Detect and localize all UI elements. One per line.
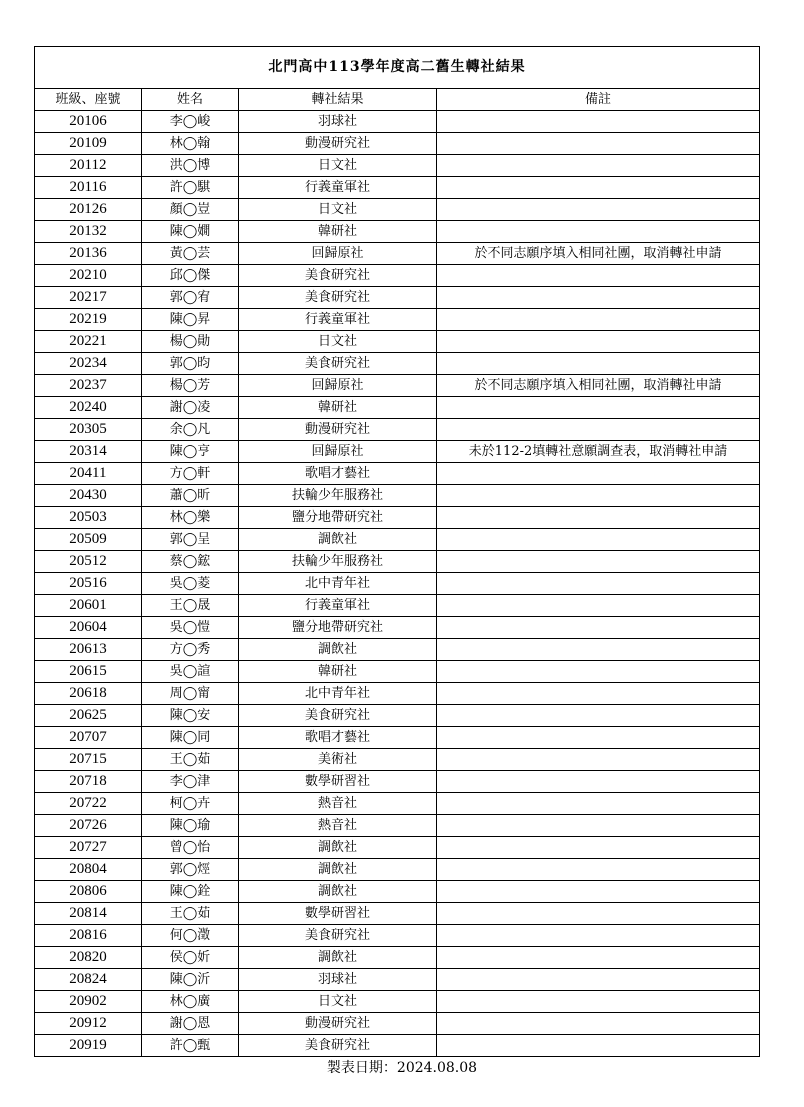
student-name-cell: 蔡◯鋐	[142, 551, 239, 573]
note-cell	[437, 793, 760, 815]
club-result-cell: 日文社	[239, 331, 437, 353]
note-cell	[437, 595, 760, 617]
student-name-cell: 謝◯凌	[142, 397, 239, 419]
note-cell	[437, 1035, 760, 1057]
class-seat-cell: 20136	[35, 243, 142, 265]
student-name-cell: 郭◯昀	[142, 353, 239, 375]
class-seat-cell: 20106	[35, 111, 142, 133]
student-name-cell: 王◯茹	[142, 749, 239, 771]
student-name-cell: 郭◯呈	[142, 529, 239, 551]
class-seat-cell: 20604	[35, 617, 142, 639]
club-result-cell: 熱音社	[239, 815, 437, 837]
club-result-cell: 行義童軍社	[239, 309, 437, 331]
table-row	[35, 573, 760, 595]
class-seat-cell: 20219	[35, 309, 142, 331]
transfer-result-table	[34, 46, 760, 1057]
class-seat-cell: 20217	[35, 287, 142, 309]
note-cell: 未於112-2填轉社意願調查表，取消轉社申請	[437, 441, 760, 463]
student-name-cell: 柯◯卉	[142, 793, 239, 815]
club-result-cell: 北中青年社	[239, 683, 437, 705]
table-row	[35, 1035, 760, 1057]
note-cell	[437, 903, 760, 925]
student-name-cell: 林◯廣	[142, 991, 239, 1013]
note-cell	[437, 111, 760, 133]
table-row	[35, 947, 760, 969]
student-name-cell: 吳◯菱	[142, 573, 239, 595]
class-seat-cell: 20615	[35, 661, 142, 683]
note-cell	[437, 771, 760, 793]
table-body	[35, 111, 760, 1057]
student-name-cell: 李◯津	[142, 771, 239, 793]
student-name-cell: 許◯騏	[142, 177, 239, 199]
note-cell	[437, 639, 760, 661]
student-name-cell: 黃◯芸	[142, 243, 239, 265]
class-seat-cell: 20902	[35, 991, 142, 1013]
table-row	[35, 683, 760, 705]
club-result-cell: 調飲社	[239, 837, 437, 859]
note-cell	[437, 507, 760, 529]
student-name-cell: 楊◯芳	[142, 375, 239, 397]
class-seat-cell: 20314	[35, 441, 142, 463]
creation-date: 製表日期：2024.08.08	[326, 1060, 478, 1076]
class-seat-cell: 20237	[35, 375, 142, 397]
table-row	[35, 221, 760, 243]
club-result-cell: 調飲社	[239, 947, 437, 969]
club-result-cell: 美食研究社	[239, 287, 437, 309]
club-result-cell: 歌唱才藝社	[239, 727, 437, 749]
club-result-cell: 調飲社	[239, 859, 437, 881]
note-cell	[437, 881, 760, 903]
table-row	[35, 881, 760, 903]
class-seat-cell: 20503	[35, 507, 142, 529]
table-row	[35, 463, 760, 485]
title-row	[35, 47, 760, 89]
note-cell	[437, 133, 760, 155]
note-cell	[437, 177, 760, 199]
club-result-cell: 美食研究社	[239, 1035, 437, 1057]
class-seat-cell: 20109	[35, 133, 142, 155]
class-seat-cell: 20726	[35, 815, 142, 837]
note-cell	[437, 551, 760, 573]
club-result-cell: 調飲社	[239, 639, 437, 661]
class-seat-cell: 20722	[35, 793, 142, 815]
note-cell	[437, 463, 760, 485]
club-result-cell: 日文社	[239, 199, 437, 221]
header-class-seat: 班級、座號	[35, 89, 142, 111]
note-cell: 於不同志願序填入相同社團，取消轉社申請	[437, 375, 760, 397]
note-cell	[437, 683, 760, 705]
note-cell	[437, 661, 760, 683]
table-row	[35, 375, 760, 397]
class-seat-cell: 20411	[35, 463, 142, 485]
note-cell	[437, 749, 760, 771]
club-result-cell: 歌唱才藝社	[239, 463, 437, 485]
club-result-cell: 行義童軍社	[239, 595, 437, 617]
class-seat-cell: 20601	[35, 595, 142, 617]
table-row	[35, 661, 760, 683]
club-result-cell: 韓研社	[239, 397, 437, 419]
note-cell	[437, 397, 760, 419]
class-seat-cell: 20912	[35, 1013, 142, 1035]
table-row	[35, 705, 760, 727]
table-row	[35, 111, 760, 133]
class-seat-cell: 20221	[35, 331, 142, 353]
note-cell	[437, 265, 760, 287]
note-cell	[437, 991, 760, 1013]
table-row	[35, 771, 760, 793]
club-result-cell: 日文社	[239, 155, 437, 177]
club-result-cell: 鹽分地帶研究社	[239, 617, 437, 639]
class-seat-cell: 20613	[35, 639, 142, 661]
table-row	[35, 287, 760, 309]
table-row	[35, 243, 760, 265]
note-cell	[437, 947, 760, 969]
header-row	[35, 89, 760, 111]
table-row	[35, 727, 760, 749]
student-name-cell: 吳◯愷	[142, 617, 239, 639]
student-name-cell: 周◯甯	[142, 683, 239, 705]
header-result: 轉社結果	[239, 89, 437, 111]
student-name-cell: 蕭◯昕	[142, 485, 239, 507]
table-row	[35, 969, 760, 991]
table-row	[35, 265, 760, 287]
note-cell	[437, 419, 760, 441]
class-seat-cell: 20816	[35, 925, 142, 947]
table-row	[35, 419, 760, 441]
table-row	[35, 815, 760, 837]
header-name: 姓名	[142, 89, 239, 111]
class-seat-cell: 20625	[35, 705, 142, 727]
note-cell	[437, 309, 760, 331]
class-seat-cell: 20806	[35, 881, 142, 903]
student-name-cell: 楊◯勛	[142, 331, 239, 353]
club-result-cell: 韓研社	[239, 221, 437, 243]
student-name-cell: 陳◯銓	[142, 881, 239, 903]
club-result-cell: 熱音社	[239, 793, 437, 815]
table-row	[35, 551, 760, 573]
club-result-cell: 調飲社	[239, 529, 437, 551]
class-seat-cell: 20804	[35, 859, 142, 881]
table-row	[35, 595, 760, 617]
student-name-cell: 謝◯恩	[142, 1013, 239, 1035]
table-row	[35, 485, 760, 507]
note-cell	[437, 859, 760, 881]
club-result-cell: 羽球社	[239, 969, 437, 991]
note-cell	[437, 155, 760, 177]
table-row	[35, 859, 760, 881]
class-seat-cell: 20112	[35, 155, 142, 177]
club-result-cell: 動漫研究社	[239, 419, 437, 441]
note-cell	[437, 529, 760, 551]
note-cell	[437, 331, 760, 353]
class-seat-cell: 20234	[35, 353, 142, 375]
class-seat-cell: 20727	[35, 837, 142, 859]
note-cell	[437, 1013, 760, 1035]
class-seat-cell: 20715	[35, 749, 142, 771]
club-result-cell: 回歸原社	[239, 243, 437, 265]
transfer-result-sheet	[34, 46, 759, 1057]
club-result-cell: 羽球社	[239, 111, 437, 133]
class-seat-cell: 20618	[35, 683, 142, 705]
student-name-cell: 邱◯傑	[142, 265, 239, 287]
table-row	[35, 133, 760, 155]
note-cell	[437, 705, 760, 727]
club-result-cell: 回歸原社	[239, 441, 437, 463]
note-cell: 於不同志願序填入相同社團，取消轉社申請	[437, 243, 760, 265]
class-seat-cell: 20512	[35, 551, 142, 573]
club-result-cell: 美食研究社	[239, 265, 437, 287]
club-result-cell: 韓研社	[239, 661, 437, 683]
student-name-cell: 郭◯宥	[142, 287, 239, 309]
table-row	[35, 749, 760, 771]
class-seat-cell: 20516	[35, 573, 142, 595]
class-seat-cell: 20509	[35, 529, 142, 551]
student-name-cell: 王◯茹	[142, 903, 239, 925]
header-note: 備註	[437, 89, 760, 111]
class-seat-cell: 20824	[35, 969, 142, 991]
table-row	[35, 353, 760, 375]
class-seat-cell: 20210	[35, 265, 142, 287]
student-name-cell: 陳◯瑜	[142, 815, 239, 837]
note-cell	[437, 573, 760, 595]
club-result-cell: 美術社	[239, 749, 437, 771]
document-title: 北門高中113學年度高二舊生轉社結果	[35, 47, 760, 89]
class-seat-cell: 20814	[35, 903, 142, 925]
student-name-cell: 何◯澂	[142, 925, 239, 947]
club-result-cell: 鹽分地帶研究社	[239, 507, 437, 529]
club-result-cell: 日文社	[239, 991, 437, 1013]
student-name-cell: 林◯樂	[142, 507, 239, 529]
note-cell	[437, 485, 760, 507]
class-seat-cell: 20718	[35, 771, 142, 793]
student-name-cell: 陳◯嫺	[142, 221, 239, 243]
club-result-cell: 北中青年社	[239, 573, 437, 595]
student-name-cell: 李◯峻	[142, 111, 239, 133]
student-name-cell: 方◯秀	[142, 639, 239, 661]
class-seat-cell: 20126	[35, 199, 142, 221]
table-row	[35, 397, 760, 419]
table-row	[35, 309, 760, 331]
student-name-cell: 陳◯昇	[142, 309, 239, 331]
class-seat-cell: 20919	[35, 1035, 142, 1057]
student-name-cell: 陳◯亨	[142, 441, 239, 463]
note-cell	[437, 617, 760, 639]
table-row	[35, 331, 760, 353]
club-result-cell: 美食研究社	[239, 353, 437, 375]
table-row	[35, 441, 760, 463]
club-result-cell: 數學研習社	[239, 903, 437, 925]
student-name-cell: 曾◯怡	[142, 837, 239, 859]
club-result-cell: 美食研究社	[239, 925, 437, 947]
table-row	[35, 1013, 760, 1035]
club-result-cell: 扶輪少年服務社	[239, 551, 437, 573]
note-cell	[437, 727, 760, 749]
club-result-cell: 行義童軍社	[239, 177, 437, 199]
class-seat-cell: 20305	[35, 419, 142, 441]
student-name-cell: 郭◯烴	[142, 859, 239, 881]
club-result-cell: 動漫研究社	[239, 133, 437, 155]
class-seat-cell: 20430	[35, 485, 142, 507]
student-name-cell: 陳◯沂	[142, 969, 239, 991]
note-cell	[437, 969, 760, 991]
note-cell	[437, 353, 760, 375]
note-cell	[437, 925, 760, 947]
table-row	[35, 837, 760, 859]
student-name-cell: 方◯軒	[142, 463, 239, 485]
note-cell	[437, 287, 760, 309]
student-name-cell: 許◯甄	[142, 1035, 239, 1057]
student-name-cell: 吳◯諠	[142, 661, 239, 683]
note-cell	[437, 837, 760, 859]
student-name-cell: 洪◯博	[142, 155, 239, 177]
table-row	[35, 639, 760, 661]
student-name-cell: 林◯翰	[142, 133, 239, 155]
club-result-cell: 扶輪少年服務社	[239, 485, 437, 507]
table-row	[35, 617, 760, 639]
class-seat-cell: 20707	[35, 727, 142, 749]
student-name-cell: 陳◯同	[142, 727, 239, 749]
note-cell	[437, 815, 760, 837]
student-name-cell: 侯◯妡	[142, 947, 239, 969]
table-row	[35, 529, 760, 551]
table-row	[35, 177, 760, 199]
table-row	[35, 903, 760, 925]
club-result-cell: 調飲社	[239, 881, 437, 903]
table-row	[35, 925, 760, 947]
club-result-cell: 美食研究社	[239, 705, 437, 727]
class-seat-cell: 20132	[35, 221, 142, 243]
class-seat-cell: 20240	[35, 397, 142, 419]
student-name-cell: 顏◯豈	[142, 199, 239, 221]
note-cell	[437, 199, 760, 221]
club-result-cell: 動漫研究社	[239, 1013, 437, 1035]
table-row	[35, 155, 760, 177]
note-cell	[437, 221, 760, 243]
club-result-cell: 數學研習社	[239, 771, 437, 793]
club-result-cell: 回歸原社	[239, 375, 437, 397]
table-row	[35, 507, 760, 529]
table-row	[35, 793, 760, 815]
student-name-cell: 余◯凡	[142, 419, 239, 441]
class-seat-cell: 20820	[35, 947, 142, 969]
student-name-cell: 王◯晟	[142, 595, 239, 617]
student-name-cell: 陳◯安	[142, 705, 239, 727]
table-row	[35, 991, 760, 1013]
table-row	[35, 199, 760, 221]
class-seat-cell: 20116	[35, 177, 142, 199]
